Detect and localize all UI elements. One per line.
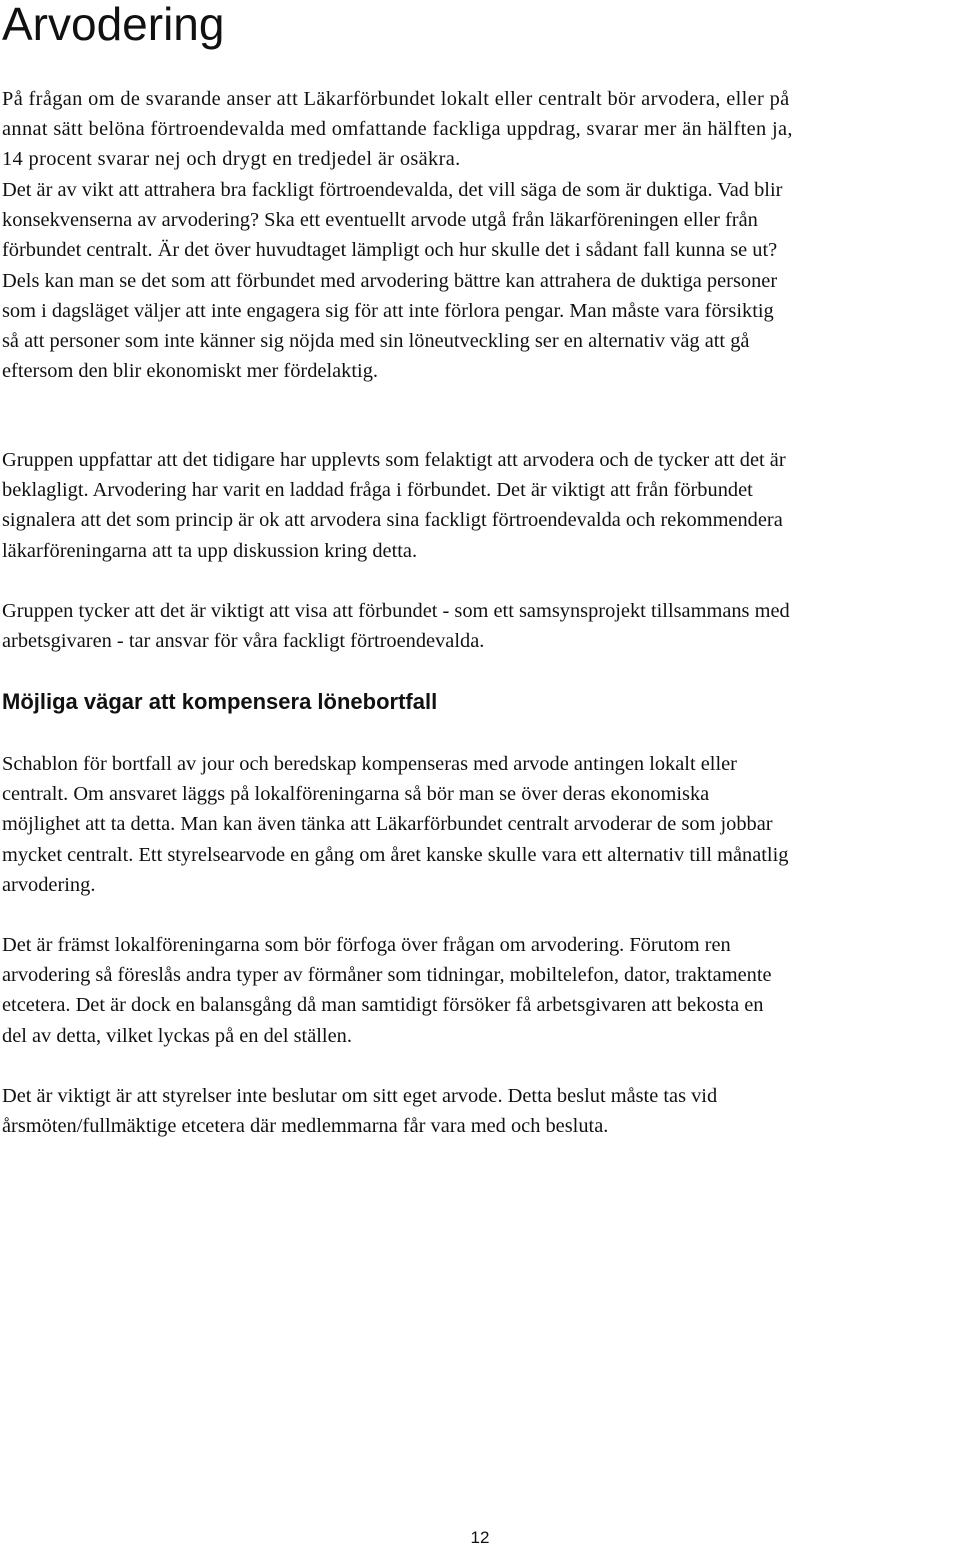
text-line: förbundet centralt. Är det över huvudtaget lämpligt och hur skulle det i sådant fall kunna se ut? (2, 239, 778, 262)
paragraph-compensation-schedule (2, 749, 788, 900)
paragraph-board-decisions (2, 1081, 717, 1141)
text-line: så att personer som inte känner sig nöjda med sin löneutveckling ser en alternativ väg att gå (2, 330, 750, 353)
text-line: Gruppen tycker att det är viktigt att visa att förbundet - som ett samsynsprojekt tillsammans med (2, 600, 790, 622)
paragraph-survey-result (2, 84, 793, 175)
text-line: läkarföreningarna att ta upp diskussion kring detta. (2, 539, 418, 562)
paragraph-attract-representatives (2, 175, 782, 386)
text-line: På frågan om de svarande anser att Läkarförbundet lokalt eller centralt bör arvodera, eller på (2, 88, 790, 110)
text-line: konsekvenserna av arvodering? Ska ett eventuellt arvode utgå från läkarföreningen eller från (2, 209, 758, 232)
text-line: mycket centralt. Ett styrelsearvode en gång om året kanske skulle vara ett alternativ till månatlig (2, 843, 789, 866)
page-number: 12 (470, 1528, 490, 1547)
page-title: Arvodering (2, 0, 225, 50)
text-line: Det är viktigt är att styrelser inte beslutar om sitt eget arvode. Detta beslut måste tas vid (2, 1085, 718, 1107)
text-line: möjlighet att ta detta. Man kan även tänka att Läkarförbundet centralt arvoderar de som jobbar (2, 813, 773, 836)
text-line: signalera att det som princip är ok att arvodera sina fackligt förtroendevalda och rekommendera (2, 509, 783, 532)
text-line: etcetera. Det är dock en balansgång då man samtidigt försöker få arbetsgivaren att bekosta en (2, 994, 764, 1017)
section-heading: Möjliga vägar att kompensera lönebortfall (2, 689, 438, 714)
text-line: Det är främst lokalföreningarna som bör förfoga över frågan om arvodering. Förutom ren (2, 934, 731, 956)
text-line: centralt. Om ansvaret läggs på lokalföreningarna så bör man se över deras ekonomiska (2, 783, 710, 806)
text-line: årsmöten/fullmäktige etcetera där medlemmarna får vara med och besluta. (2, 1115, 609, 1138)
text-line: arbetsgivaren - tar ansvar för våra fackligt förtroendevalda. (2, 630, 485, 653)
paragraph-local-associations (2, 930, 772, 1051)
text-line: som i dagsläget väljer att inte engagera sig för att inte förlora pengar. Man måste vara försiktig (2, 299, 774, 322)
text-line: beklagligt. Arvodering har varit en laddad fråga i förbundet. Det är viktigt att från förbundet (2, 479, 753, 502)
text-line: arvodering. (2, 873, 96, 896)
text-line: 14 procent svarar nej och drygt en tredjedel är osäkra. (2, 148, 461, 171)
text-line: annat sätt belöna förtroendevalda med omfattande fackliga uppdrag, svarar mer än hälften ja, (2, 118, 793, 141)
text-line: Schablon för bortfall av jour och beredskap kompenseras med arvode antingen lokalt eller (2, 753, 737, 775)
paragraph-group-opinion (2, 596, 790, 656)
text-line: eftersom den blir ekonomiskt mer fördelaktig. (2, 360, 378, 383)
paragraph-group-perception (2, 445, 786, 566)
text-line: arvodering så föreslås andra typer av förmåner som tidningar, mobiltelefon, dator, traktamente (2, 964, 772, 987)
text-line: Gruppen uppfattar att det tidigare har upplevts som felaktigt att arvodera och de tycker att det är (2, 449, 786, 471)
text-line: Dels kan man se det som att förbundet med arvodering bättre kan attrahera de duktiga personer (2, 269, 778, 292)
text-line: Det är av vikt att attrahera bra fackligt förtroendevalda, det vill säga de som är duktiga. Vad blir (2, 179, 783, 201)
text-line: del av detta, vilket lyckas på en del ställen. (2, 1024, 352, 1047)
